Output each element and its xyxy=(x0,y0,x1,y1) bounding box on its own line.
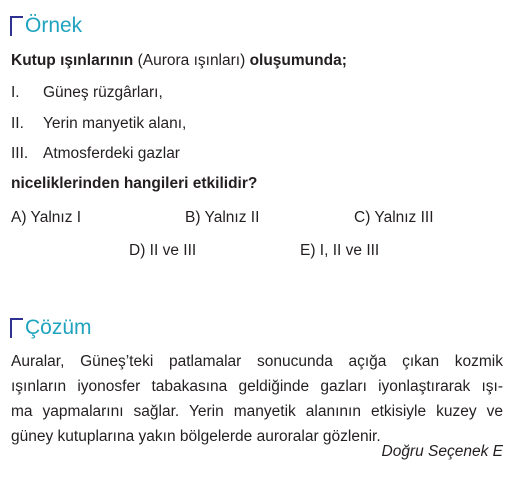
item-text: Yerin manyetik alanı, xyxy=(43,115,187,132)
list-item xyxy=(11,114,186,134)
option-b[interactable]: B) Yalnız II xyxy=(185,209,260,226)
heading-corner-mark xyxy=(10,318,23,338)
item-text: Atmosferdeki gazlar xyxy=(43,145,180,162)
question-bold-start: Kutup ışınlarının xyxy=(11,52,134,69)
solution-heading-text: Çözüm xyxy=(25,316,92,339)
solution-line: ışınların iyonosfer tabakasına geldiğinde gazları iyonlaştırarak ışı- xyxy=(11,378,503,395)
example-heading-text: Örnek xyxy=(25,14,83,37)
question-prompt: niceliklerinden hangileri etkilidir? xyxy=(11,175,258,192)
question-normal-mid: (Aurora ışınları) xyxy=(133,52,250,69)
option-e[interactable]: E) I, II ve III xyxy=(300,242,380,259)
question-bold-end: oluşumunda; xyxy=(249,52,347,69)
option-a[interactable]: A) Yalnız I xyxy=(11,209,82,226)
correct-answer: Doğru Seçenek E xyxy=(381,443,503,460)
heading-corner-mark xyxy=(10,16,23,36)
option-d[interactable]: D) II ve III xyxy=(129,242,197,259)
solution-line: güney kutuplarına yakın bölgelerde auroralar gözlenir. xyxy=(11,428,381,445)
list-item xyxy=(11,83,163,103)
item-text: Güneş rüzgârları, xyxy=(43,84,163,101)
option-c[interactable]: C) Yalnız III xyxy=(354,209,434,226)
question-stem xyxy=(11,51,347,71)
item-number: II. xyxy=(11,115,24,132)
item-number: III. xyxy=(11,145,29,162)
list-item xyxy=(11,144,180,164)
solution-line: ma yapmalarını sağlar. Yerin manyetik alanının etkisiyle kuzey ve xyxy=(11,403,503,420)
solution-line: Auralar, Güneş’teki patlamalar sonucunda açığa çıkan kozmik xyxy=(11,353,503,370)
solution-paragraph xyxy=(11,349,503,449)
item-number: I. xyxy=(11,84,20,101)
